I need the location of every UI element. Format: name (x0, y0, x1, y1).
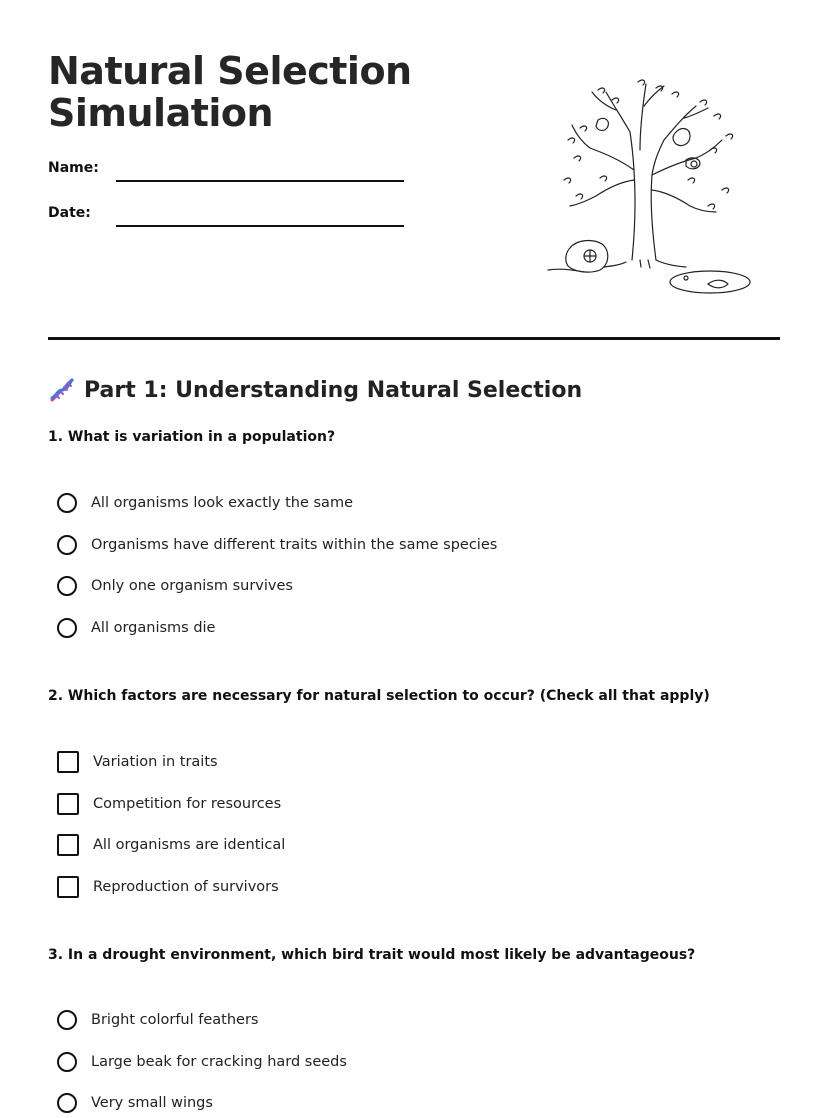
option-label: All organisms are identical (93, 837, 286, 853)
name-field[interactable] (116, 180, 404, 182)
radio-button[interactable] (57, 618, 77, 638)
option-label: Bright colorful feathers (91, 1012, 259, 1028)
radio-button[interactable] (57, 535, 77, 555)
radio-button[interactable] (57, 1052, 77, 1072)
q1-option-1[interactable] (57, 491, 353, 515)
question-3: 3. In a drought environment, which bird trait would most likely be advantageous? (48, 947, 696, 963)
part1-heading-text: Part 1: Understanding Natural Selection (84, 377, 583, 403)
date-label: Date: (48, 205, 91, 221)
q2-option-2[interactable] (57, 792, 281, 816)
q3-option-3[interactable] (57, 1091, 213, 1115)
section-divider (48, 337, 780, 340)
checkbox[interactable] (57, 793, 79, 815)
dna-icon (48, 376, 76, 404)
q1-option-3[interactable] (57, 574, 293, 598)
q3-option-1[interactable] (57, 1008, 259, 1032)
q2-option-4[interactable] (57, 875, 279, 899)
part1-heading (48, 373, 582, 407)
option-label: Competition for resources (93, 796, 282, 812)
radio-button[interactable] (57, 1010, 77, 1030)
radio-button[interactable] (57, 576, 77, 596)
radio-button[interactable] (57, 493, 77, 513)
q1-option-2[interactable] (57, 533, 497, 557)
q2-option-1[interactable] (57, 750, 218, 774)
option-label: Large beak for cracking hard seeds (91, 1054, 347, 1070)
option-label: Reproduction of survivors (93, 879, 279, 895)
q1-option-4[interactable] (57, 616, 215, 640)
option-label: Organisms have different traits within the same species (91, 537, 498, 553)
option-label: All organisms look exactly the same (91, 495, 353, 511)
question-1: 1. What is variation in a population? (48, 429, 336, 445)
checkbox[interactable] (57, 834, 79, 856)
option-label: All organisms die (91, 620, 216, 636)
q3-option-2[interactable] (57, 1050, 347, 1074)
option-label: Variation in traits (93, 754, 218, 770)
date-field[interactable] (116, 225, 404, 227)
tree-illustration (540, 70, 760, 300)
name-label: Name: (48, 160, 99, 176)
option-label: Very small wings (91, 1095, 213, 1111)
checkbox[interactable] (57, 751, 79, 773)
worksheet-title: Natural Selection Simulation (48, 49, 412, 135)
question-2: 2. Which factors are necessary for natural selection to occur? (Check all that apply) (48, 688, 710, 704)
option-label: Only one organism survives (91, 578, 293, 594)
checkbox[interactable] (57, 876, 79, 898)
radio-button[interactable] (57, 1093, 77, 1113)
q2-option-3[interactable] (57, 833, 285, 857)
